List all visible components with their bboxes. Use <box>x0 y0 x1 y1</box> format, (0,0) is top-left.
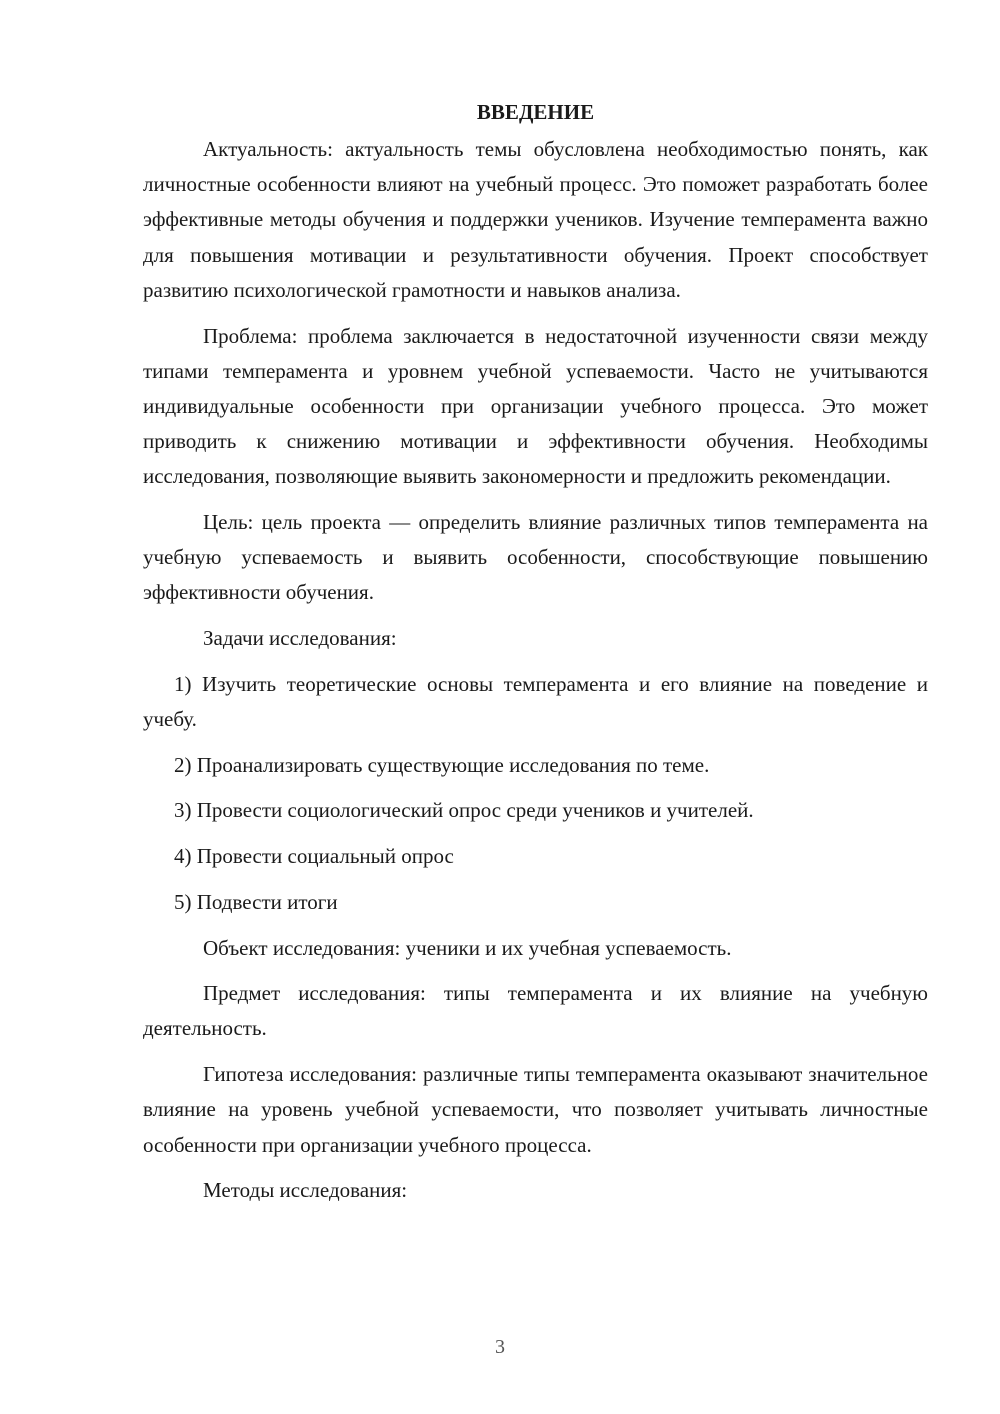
paragraph-methods: Методы исследования: <box>203 1178 408 1203</box>
task-item-1: 1) Изучить теоретические основы темперамента и его влияние на поведение и учебу. <box>143 671 928 732</box>
section-title: ВВЕДЕНИЕ <box>476 100 595 124</box>
task-item-4: 4) Провести социальный опрос <box>174 844 454 869</box>
task-item-5: 5) Подвести итоги <box>174 889 338 914</box>
page-number: 3 <box>495 1336 505 1358</box>
page-content <box>143 95 928 1208</box>
paragraph-relevance: Актуальность: актуальность темы обусловлена необходимостью понять, как личностные особенности влияют на учебный процесс. Это поможет разработать более эффективные методы обучения и поддержки учеников. Изучение темперамента важно для повышения мотивации и результативности обучения. Проект способствует развитию психологической грамотности и навыков анализа. <box>143 137 928 302</box>
paragraph-subject: Предмет исследования: типы темперамента и их влияние на учебную деятельность. <box>143 981 928 1041</box>
paragraph-object: Объект исследования: ученики и их учебная успеваемость. <box>203 935 732 960</box>
paragraph-tasks-heading: Задачи исследования: <box>203 626 397 651</box>
paragraph-problem: Проблема: проблема заключается в недостаточной изученности связи между типами темперамента и уровнем учебной успеваемости. Часто не учитываются индивидуальные особенности при организации учебного процесса. Это может приводить к снижению мотивации и эффективности обучения. Необходимы исследования, позволяющие выявить закономерности и предложить рекомендации. <box>143 323 928 489</box>
paragraph-hypothesis: Гипотеза исследования: различные типы темперамента оказывают значительное влияние на уровень учебной успеваемости, что позволяет учитывать личностные особенности при организации учебного процесса. <box>143 1062 928 1157</box>
paragraph-goal: Цель: цель проекта — определить влияние различных типов темперамента на учебную успеваемость и выявить особенности, способствующие повышению эффективности обучения. <box>143 510 928 605</box>
task-item-2: 2) Проанализировать существующие исследования по теме. <box>174 752 710 777</box>
task-item-3: 3) Провести социологический опрос среди учеников и учителей. <box>174 798 754 823</box>
